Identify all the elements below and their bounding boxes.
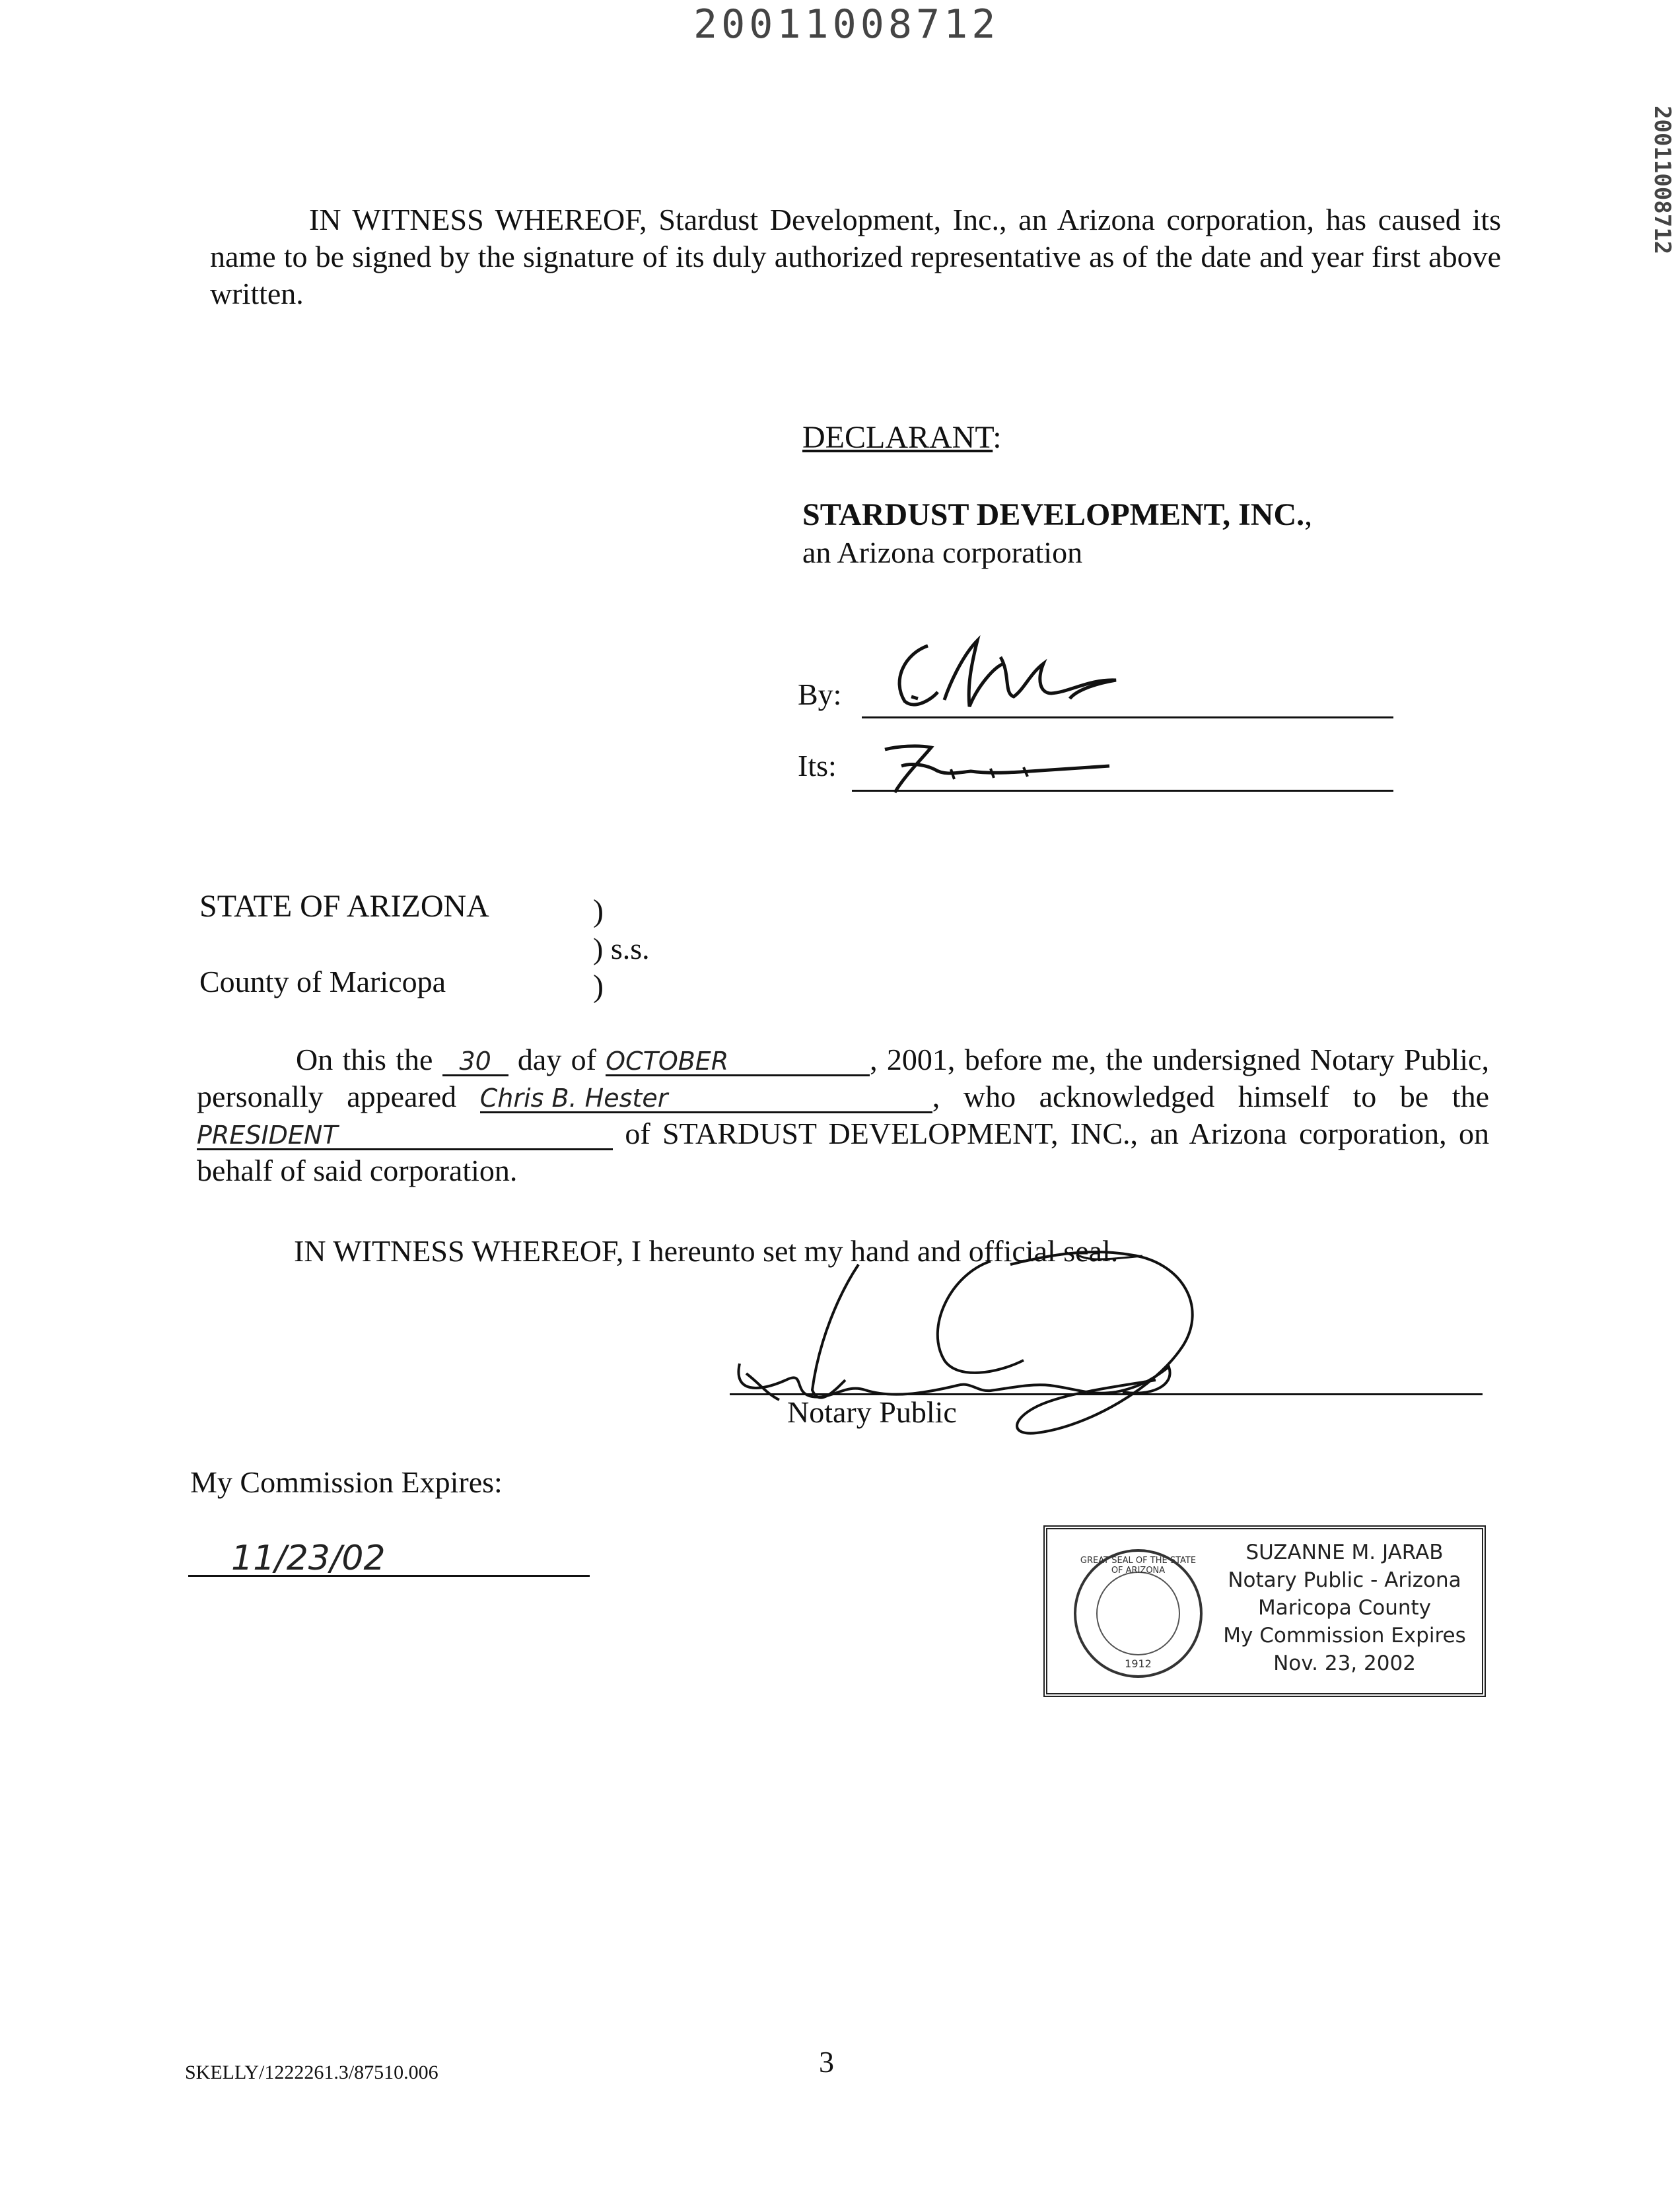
- venue-state: STATE OF ARIZONA: [199, 889, 489, 924]
- ack-text-3: , 2001, before me, the undersigned Notary Public, personally appeared: [197, 1043, 1489, 1113]
- venue-county: County of Maricopa: [199, 965, 446, 998]
- ack-text-2: day of: [508, 1043, 606, 1076]
- ack-name-fill: Chris B. Hester: [480, 1085, 932, 1113]
- declarant-company-name: STARDUST DEVELOPMENT, INC.: [802, 497, 1305, 532]
- document-reference: SKELLY/1222261.3/87510.006: [185, 2062, 438, 2083]
- declarant-signature: [878, 627, 1182, 720]
- venue-paren-top: ): [593, 893, 604, 928]
- witness-paragraph: [210, 201, 1501, 312]
- stamp-line-name: SUZANNE M. JARAB: [1245, 1541, 1444, 1564]
- notary-stamp: [1043, 1525, 1486, 1697]
- declarant-company-suffix: ,: [1304, 497, 1313, 532]
- declarant-company: [802, 497, 1312, 533]
- venue-paren-bottom: ): [593, 969, 604, 1004]
- its-handwritten-title: [858, 740, 1162, 799]
- stamp-line-county: Maricopa County: [1257, 1596, 1432, 1620]
- ack-text-4: , who acknowledged himself to be the: [932, 1080, 1489, 1113]
- stamp-line-expires-date: Nov. 23, 2002: [1273, 1651, 1416, 1675]
- by-label: By:: [798, 677, 842, 711]
- ack-text-1: On this the: [296, 1043, 442, 1076]
- seal-top-text: GREAT SEAL OF THE STATE OF ARIZONA: [1080, 1556, 1197, 1576]
- declarant-heading: [802, 419, 1002, 456]
- notary-seal-emblem: [1074, 1549, 1203, 1678]
- venue-ss: ) s.s.: [593, 932, 650, 965]
- ack-title-fill: PRESIDENT: [197, 1122, 613, 1150]
- declarant-description: an Arizona corporation: [802, 536, 1083, 569]
- recording-number: 20011008712: [693, 1, 1000, 48]
- stamp-text-block: [1206, 1539, 1483, 1677]
- witness-clause-text: IN WITNESS WHEREOF, Stardust Development, Inc., an Arizona corporation, has caused its name to be signed by the signature of its duly authorized representative as of the date and year first above written.: [210, 203, 1501, 310]
- side-stamp-text: 20011008712: [1649, 106, 1675, 255]
- side-recording-stamp: [1627, 99, 1675, 310]
- stamp-line-title: Notary Public - Arizona: [1228, 1568, 1461, 1592]
- commission-label: My Commission Expires:: [190, 1465, 503, 1499]
- ack-text-5: of STARDUST DEVELOPMENT, INC., an Arizona corporation, on behalf of said corporation.: [197, 1117, 1489, 1187]
- seal-year: 1912: [1125, 1657, 1152, 1670]
- seal-inner-ring: [1096, 1572, 1180, 1655]
- declarant-colon: :: [993, 420, 1002, 455]
- commission-date-handwritten: 11/23/02: [231, 1539, 386, 1578]
- notary-public-label: Notary Public: [787, 1395, 957, 1429]
- ack-day-fill: 30: [442, 1048, 508, 1076]
- notary-witness-clause: IN WITNESS WHEREOF, I hereunto set my hand and official seal.: [294, 1234, 1119, 1268]
- page-number: 3: [819, 2045, 834, 2079]
- stamp-line-expires-label: My Commission Expires: [1223, 1624, 1466, 1648]
- ack-month-fill: OCTOBER: [606, 1048, 870, 1076]
- acknowledgment-paragraph: [197, 1041, 1489, 1189]
- declarant-heading-text: DECLARANT: [802, 420, 993, 455]
- its-label: Its:: [798, 749, 837, 782]
